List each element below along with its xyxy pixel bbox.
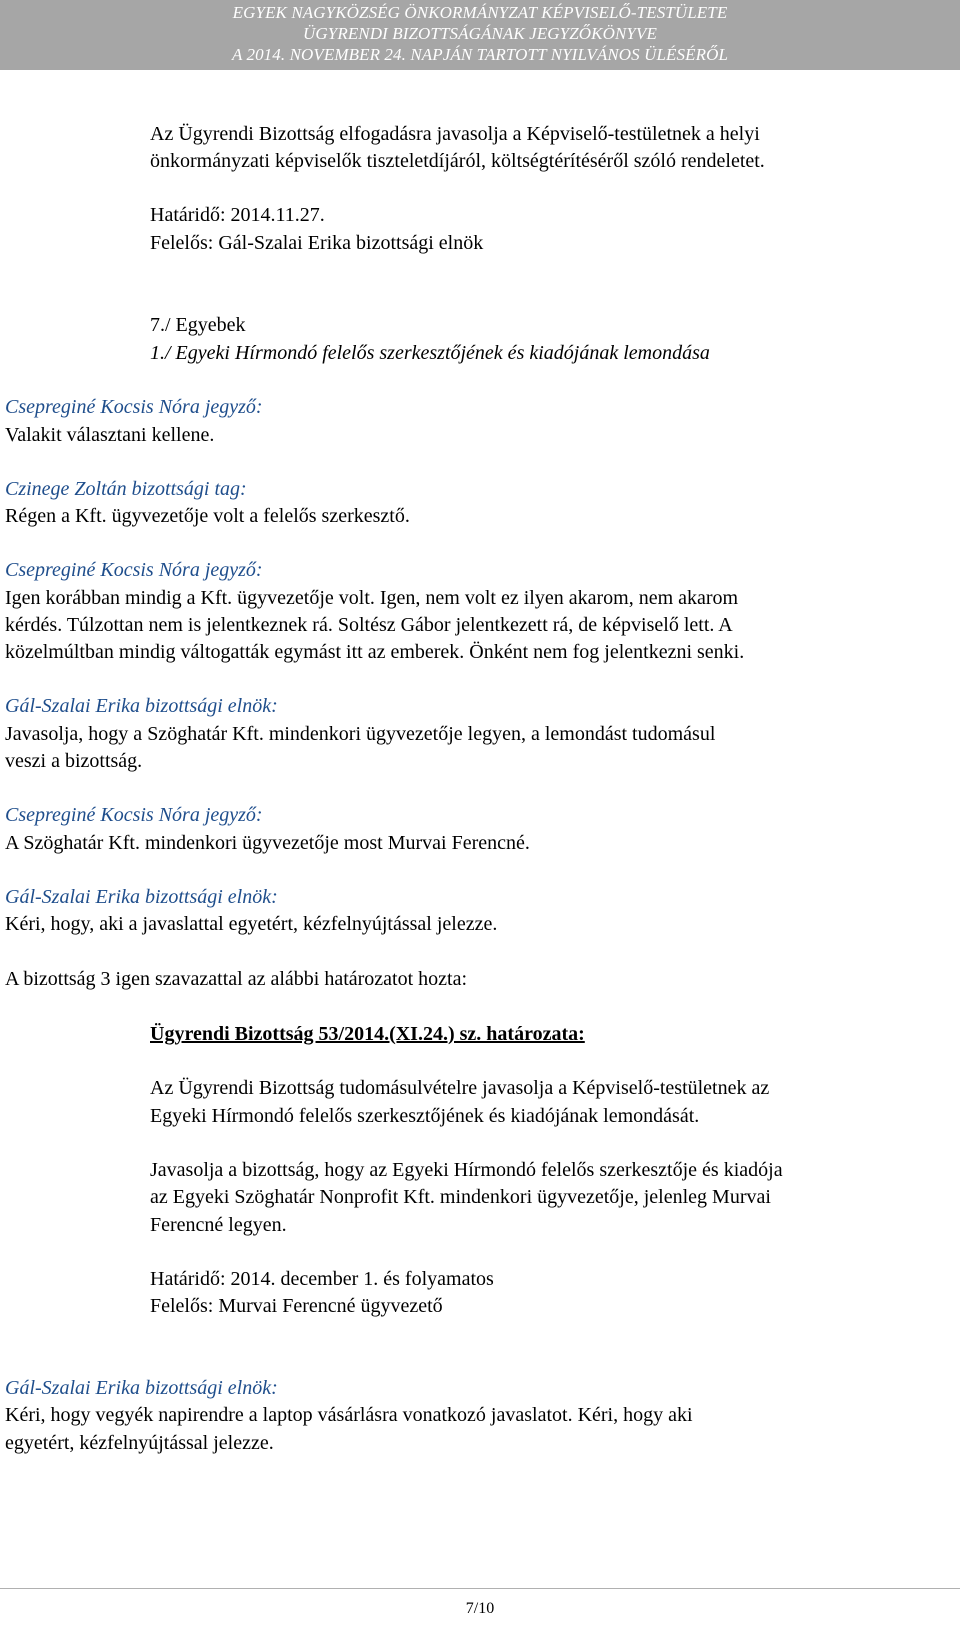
responsible-2: Felelős: Murvai Ferencné ügyvezető [150,1295,443,1317]
header-line-1: EGYEK NAGYKÖZSÉG ÖNKORMÁNYZAT KÉPVISELŐ-TESTÜLETE [232,3,728,22]
page-header [0,0,960,70]
vote-statement: A bizottság 3 igen szavazattal az alábbi határozatot hozta: [5,968,468,990]
text-3-line-3: közelmúltban mindig váltogatták egymást itt az emberek. Önként nem fog jelentkezni senki. [5,641,745,663]
resolution-p2-line-1: Javasolja a bizottság, hogy az Egyeki Hírmondó felelős szerkesztője és kiadója [150,1159,783,1181]
speaker-1: Csepreginé Kocsis Nóra jegyző: [5,396,263,418]
resolution-p1-line-2: Egyeki Hírmondó felelős szerkesztőjének és kiadójának lemondását. [150,1105,700,1127]
text-7-line-2: egyetért, kézfelnyújtással jelezze. [5,1432,274,1454]
speaker-4: Gál-Szalai Erika bizottsági elnök: [5,695,278,717]
page-number: 7/10 [465,1600,495,1617]
text-5: A Szöghatár Kft. mindenkori ügyvezetője most Murvai Ferencné. [5,832,530,854]
header-line-3: A 2014. NOVEMBER 24. NAPJÁN TARTOTT NYILVÁNOS ÜLÉSÉRŐL [231,45,729,64]
text-4-line-1: Javasolja, hogy a Szöghatár Kft. mindenkori ügyvezetője legyen, a lemondást tudomásul [5,723,716,745]
section-heading: 7./ Egyebek [150,314,246,336]
speaker-7: Gál-Szalai Erika bizottsági elnök: [5,1377,278,1399]
footer-divider [0,1588,960,1589]
speaker-5: Csepreginé Kocsis Nóra jegyző: [5,804,263,826]
text-3-line-1: Igen korábban mindig a Kft. ügyvezetője volt. Igen, nem volt ez ilyen akarom, nem akarom [5,587,739,609]
intro-line-1: Az Ügyrendi Bizottság elfogadásra javasolja a Képviselő-testületnek a helyi [150,123,760,145]
deadline-2: Határidő: 2014. december 1. és folyamatos [150,1268,494,1290]
text-2: Régen a Kft. ügyvezetője volt a felelős szerkesztő. [5,505,410,527]
resolution-p1-line-1: Az Ügyrendi Bizottság tudomásulvételre javasolja a Képviselő-testületnek az [150,1077,770,1099]
resolution-p2-line-2: az Egyeki Szöghatár Nonprofit Kft. mindenkori ügyvezetője, jelenleg Murvai [150,1186,771,1208]
text-1: Valakit választani kellene. [5,424,215,446]
text-7-line-1: Kéri, hogy vegyék napirendre a laptop vásárlásra vonatkozó javaslatot. Kéri, hogy aki [5,1404,693,1426]
responsible-1: Felelős: Gál-Szalai Erika bizottsági elnök [150,232,484,254]
speaker-2: Czinege Zoltán bizottsági tag: [5,478,247,500]
text-3-line-2: kérdés. Túlzottan nem is jelentkeznek rá. Soltész Gábor jelentkezett rá, de képviselő lett. A [5,614,733,636]
deadline-1: Határidő: 2014.11.27. [150,204,325,226]
intro-line-2: önkormányzati képviselők tiszteletdíjáról, költségtérítéséről szóló rendeletet. [150,150,765,172]
subsection-heading: 1./ Egyeki Hírmondó felelős szerkesztőjének és kiadójának lemondása [150,342,710,364]
text-6: Kéri, hogy, aki a javaslattal egyetért, kézfelnyújtással jelezze. [5,913,498,935]
speaker-3: Csepreginé Kocsis Nóra jegyző: [5,559,263,581]
text-4-line-2: veszi a bizottság. [5,750,143,772]
resolution-p2-line-3: Ferencné legyen. [150,1214,287,1236]
resolution-title: Ügyrendi Bizottság 53/2014.(XI.24.) sz. határozata: [150,1023,585,1045]
header-line-2: ÜGYRENDI BIZOTTSÁGÁNAK JEGYZŐKÖNYVE [303,24,657,43]
speaker-6: Gál-Szalai Erika bizottsági elnök: [5,886,278,908]
